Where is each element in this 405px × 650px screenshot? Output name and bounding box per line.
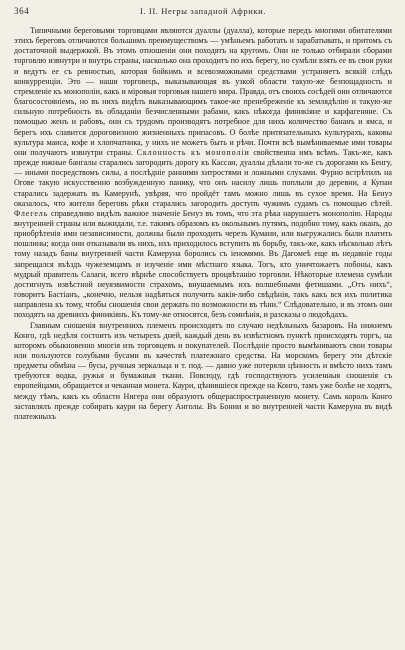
paragraph: Главным сношенія внутреннихъ племенъ происходятъ по случаю недѣльныхъ базаровъ. На нижнемъ Конго, гдѣ недѣля состоитъ изъ четырехъ дней, каждый день въ извѣстномъ пунктѣ происходятъ торгъ, на которомъ обыкновенно многія изъ торговцевъ и покупателей. Послѣдніе просто вымѣниваютъ свои товары или пользуются голубыми бусами въ качествѣ платежнаго средства. На морскомъ берегу эти дѣтскіе предметы обмѣна — бусы, ручныя зеркальца и т. под. — давно уже потеряли цѣнность и вмѣсто нихъ тамъ требуются водка, ружья и бумажныя ткани. Повсюду, гдѣ господствуютъ усиленныя сношенія съ европейцами, обращается и чеканная монета. Каури, цѣнившіеся прежде на Конго, тамъ уже болѣе не ходятъ, между тѣмъ, какъ къ области Нигера они образуютъ общераспространенную монету. Самъ король Конго заставлялъ прежде собирать каури на берегу Анголы. Въ Бонии и во внутренней части Камеруна въ видѣ платежныхъ	[14, 320, 392, 421]
book-page	[14, 6, 392, 646]
emphasized-phrase: Склонность къ монополіи	[136, 147, 250, 157]
emphasized-name: Флегель	[14, 208, 49, 218]
page-number: 364	[14, 6, 30, 16]
running-title: I. II. Негры западной Африки.	[140, 6, 266, 16]
running-head	[14, 6, 392, 20]
body-text	[14, 26, 392, 422]
paragraph	[14, 26, 392, 321]
text-run: свойственна имъ всѣмъ. Такъ-же, какъ прежде южные бангалы старались загородить дорогу къ Кассаи, дуаллы дѣлали то-же съ дорогами къ Бенгу, — иными посредствомъ силы, а послѣдніе ранними хитростями и ложными слухами. Фурно встрѣтилъ на Огове такую искусственно возбужденную панику, что онъ насилу лишь поплыли до деревни, а Купаи старались задержать въ Камерунѣ, увѣряя, что пройдёт тамъ можно лишь въ сухое время. На Бенуэ оказалось, что жители береговъ рѣки старались загородить доступъ чужимъ судамъ съ помощью сѣтей.	[14, 147, 393, 208]
text-run: Типичными береговыми торговцами являются дуаллы (дуалла), которые передъ многими обитателями этихъ береговъ отличаются большимъ преимуществомъ — умѣньемъ работать и зарабатывать, и притомъ съ достаточной выдержкой. Въ этомъ отношеніи они походятъ на кругомъ. Они не только отбирали сборами торговлю извнутри и внутрь страны, насколько она проходитъ по ихъ берегу, но сумѣли взять ее въ свои руки и ведутъ ее съ ревностью, которая бойкимъ и всевозможными средствами устраняетъ всякій слѣдъ конкурренціи. Это — наши торговецъ, выказывающая въ узкой области такую-же безпощадность и стремленіе къ монополіи, какъ и міровыя торговыя нашего мира. Правда, отъ своихъ сосѣдей они отличаются благосостояніемъ, но въ нихъ видѣть выказывающимъ такое-же пренебреженіе къ землядѣлію и такую-же сильную потребность въ обладаніи безчисленными рабами, какъ нѣкогда финикіяне и карфагеняне. Съ помощью женъ и рабовъ, они съ трудомъ производятъ потребное для нихъ количество бананъ и ямса, и берегъ ихъ славится дороговизною жизненныхъ припасовъ. О болѣе притязательныхъ культурахъ, каковы культура маиса, кофе и хлопчатника, у нихъ не можетъ быть и рѣчи. Почти всѣ вымѣниваемые ими товары они получаютъ извнутри страны.	[14, 26, 392, 157]
text-run: справедливо видѣлъ важное значеніе Бенуэ въ томъ, что эта рѣка нарушаетъ монополію. Народы внутренней страны или выжидали, т.е. такимъ образомъ къ окольнымъ путямъ, подобно тому, какъ оканъ, до приобрѣтенія ими независимости, должны были проходить черезъ Кумани, или выгружались были платить пошлины; когда они отказывали въ нихъ, ихъ приходилось вступить въ борьбу, такъ-же, какъ нѣсколько лѣтъ тому назадъ баны внутренней части Камеруна боролись съ іеномями. Въ Дагомеѣ еще въ недавніе годы запрещался въѣздъ чужеземцамъ и изученіе ими мѣстнаго языка. Тогъ, кто уничтожаетъ побоны, какъ мудрый правитель Салаги, всего вѣрнѣе способствуетъ процвѣтанію торговли. Нѣкоторые племена сумѣли достигнуть извѣстной неуязвимости страхомъ, внушаемымъ ихъ волшебными фетишами. „Отъ нихъ“, говоритъ Бастіанъ, „конечно, нельзя надѣяться получить какія-либо свѣдѣнія, такъ какъ вся ихъ политика направлена къ тому, чтобы сношенія свои держать по возможности въ тѣни.“ Слѣдовательно, и въ этомъ они походятъ на древнихъ финикіянъ. Къ тому-же относятся, безъ сомнѣнія, и разсказы о людоѣдахъ.	[14, 208, 392, 320]
